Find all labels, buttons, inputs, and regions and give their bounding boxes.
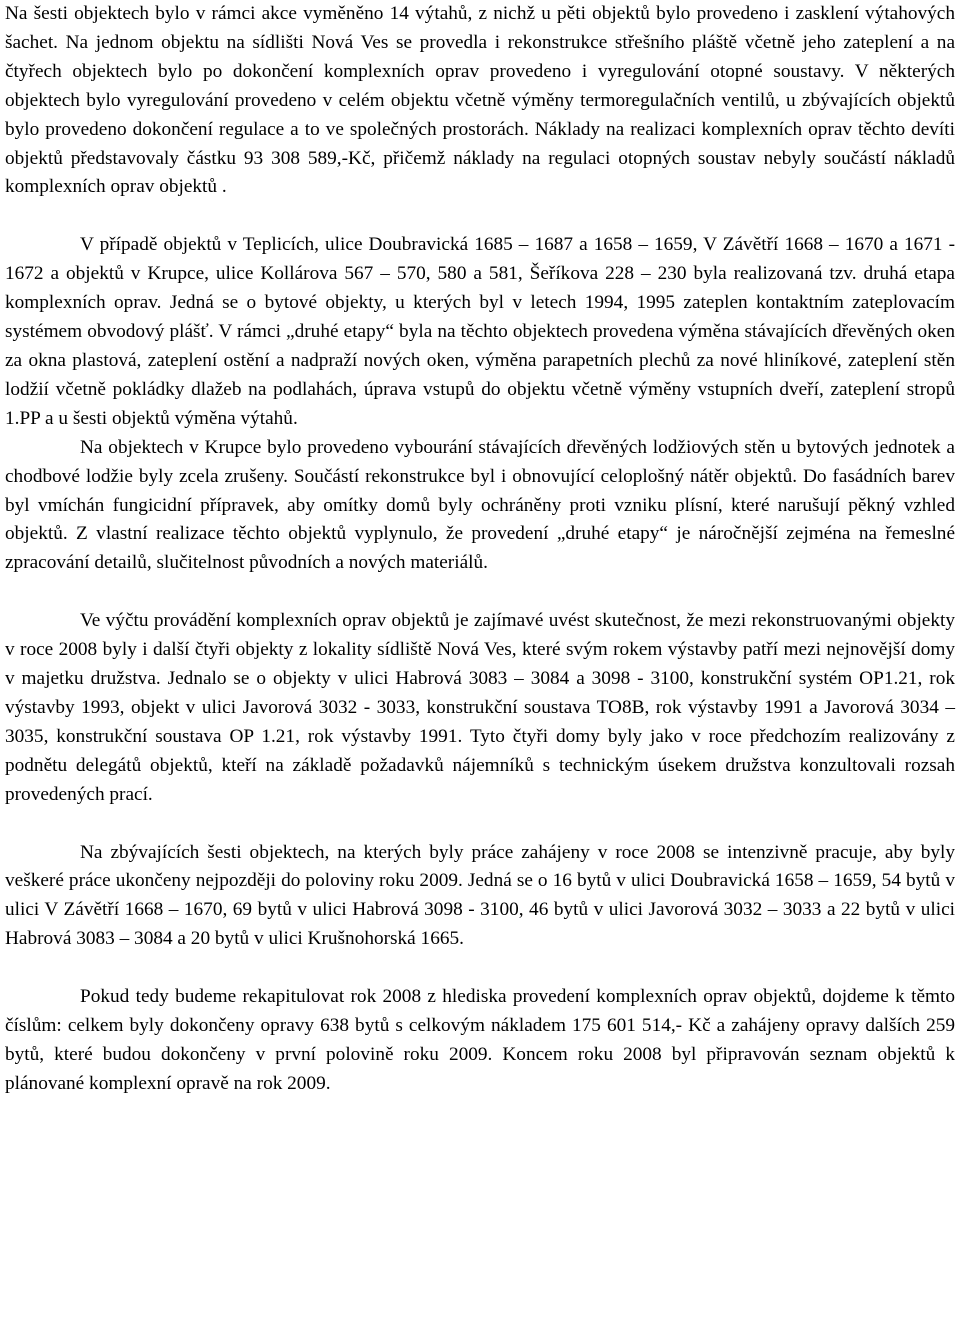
paragraph-krupka-buildings: Na objektech v Krupce bylo provedeno vybourání stávajících dřevěných lodžiových stěn u bytových jednotek a chodbové lodžie byly zcela zrušeny. Součástí rekonstrukce byl i obnovující celoplošný nátěr objektů. Do fasádních barev byl vmíchán fungicidní přípravek, aby omítky domů byly ochráněny proti vzniku plísní, které narušují pěkný vzhled objektů. Z vlastní realizace těchto objektů vyplynulo, že provedení „druhé etapy“ je náročnější zejména na řemeslné zpracování detailů, slučitelnost původních a nových materiálů. [5,436,955,574]
paragraph-elevators-and-regulation: Na šesti objektech bylo v rámci akce vyměněno 14 výtahů, z nichž u pěti objektů bylo provedeno i zasklení výtahových šachet. Na jednom objektu na sídlišti Nová Ves se provedla i rekonstrukce střešního pláště včetně jeho zateplení a na čtyřech objektech bylo po dokončení komplexních oprav provedeno i vyregulování otopné soustavy. V některých objektech bylo vyregulování provedeno v celém objektu včetně výměny termoregulačních ventilů, u zbývajících objektů bylo provedeno dokončení regulace a to ve společných prostorách. Náklady na realizaci komplexních oprav těchto devíti objektů představovaly částku 93 308 589,-Kč, přičemž náklady na regulaci otopných soustav nebyly součástí nákladů komplexních oprav objektů . [5,3,955,198]
paragraph-nova-ves-buildings: Ve výčtu provádění komplexních oprav objektů je zajímavé uvést skutečnost, že mezi rekonstruovanými objekty v roce 2008 byly i další čtyři objekty z lokality sídliště Nová Ves, které svým rokem výstavby patří mezi nejnovější domy v majetku družstva. Jednalo se o objekty v ulici Habrová 3083 – 3084 a 3098 - 3100, konstrukční systém OP1.21, rok výstavby 1993, objekt v ulici Javorová 3032 - 3033, konstrukční soustava TO8B, rok výstavby 1991 a Javorová 3034 – 3035, konstrukční soustava OP 1.21, rok výstavby 1991. Tyto čtyři domy byly jako v roce předchozím realizovány z podnětu delegátů objektů, kteří na základě požadavků nájemníků s technickým úsekem družstva konzultovali rozsah provedených prací. [5,610,955,805]
paragraph-2008-summary: Pokud tedy budeme rekapitulovat rok 2008 z hlediska provedení komplexních oprav objektů, dojdeme k těmto číslům: celkem byly dokončeny opravy 638 bytů s celkovým nákladem 175 601 514,- Kč a zahájeny opravy dalších 259 bytů, které budou dokončeny v první polovině roku 2009. Koncem roku 2008 byl připravován seznam objektů k plánované komplexní opravě na rok 2009. [5,986,955,1094]
paragraph-remaining-six-buildings: Na zbývajících šesti objektech, na kterých byly práce zahájeny v roce 2008 se intenzivně pracuje, aby byly veškeré práce ukončeny nejpozději do poloviny roku 2009. Jedná se o 16 bytů v ulici Doubravická 1658 – 1659, 54 bytů v ulici V Závětří 1668 – 1670, 69 bytů v ulici Habrová 3098 - 3100, 46 bytů v ulici Javorová 3032 – 3033 a 22 bytů v ulici Habrová 3083 – 3084 a 20 bytů v ulici Krušnohorská 1665. [5,841,955,950]
document-page [5,0,955,1099]
paragraph-second-stage-repairs: V případě objektů v Teplicích, ulice Doubravická 1685 – 1687 a 1658 – 1659, V Závětří 1668 – 1670 a 1671 - 1672 a objektů v Krupce, ulice Kollárova 567 – 570, 580 a 581, Šeříkova 228 – 230 byla realizovaná tzv. druhá etapa komplexních oprav. Jedná se o bytové objekty, u kterých byl v letech 1994, 1995 zateplen kontaktním zateplovacím systémem obvodový plášť. V rámci „druhé etapy“ byla na těchto objektech provedena výměna stávajících dřevěných oken za okna plastová, zateplení ostění a nadpraží nových oken, výměna parapetních plechů za nové hliníkové, zateplení stěn lodžií včetně pokládky dlažeb na podlahách, úprava vstupů do objektu včetně výměny vstupních dveří, zateplení stropů 1.PP a u šesti objektů výměna výtahů. [5,234,955,429]
